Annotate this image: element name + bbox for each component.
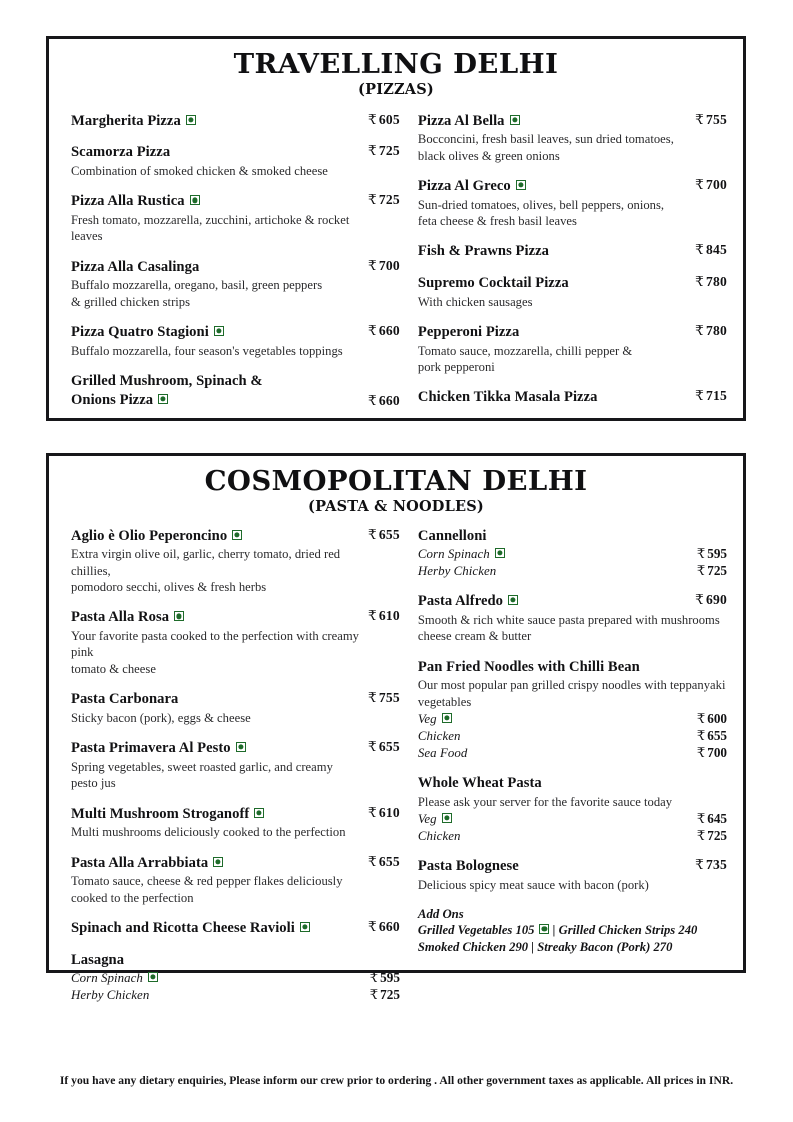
menu-item-name: Pasta Bolognese — [417, 858, 519, 875]
menu-item — [71, 112, 400, 131]
menu-item-row — [418, 857, 727, 876]
rupee-icon: ₹ — [695, 111, 704, 127]
menu-item-price: ₹ 755 — [695, 111, 727, 127]
rupee-icon: ₹ — [695, 323, 704, 339]
veg-icon — [190, 195, 200, 205]
menu-item — [71, 192, 400, 244]
menu-item-row — [71, 258, 400, 277]
variant-name: Chicken — [417, 829, 461, 844]
rupee-icon: ₹ — [696, 828, 706, 844]
variant-name: Veg — [418, 712, 452, 727]
menu-item-row — [71, 919, 400, 938]
menu-item-name: Grilled Mushroom, Spinach & Onions Pizza — [71, 373, 263, 408]
menu-item — [71, 372, 400, 409]
rupee-icon: ₹ — [368, 804, 377, 820]
rupee-icon: ₹ — [369, 970, 379, 986]
veg-icon — [232, 530, 242, 540]
rupee-icon: ₹ — [695, 388, 704, 404]
menu-item-name: Pasta Primavera Al Pesto — [71, 739, 340, 758]
rupee-icon: ₹ — [696, 745, 706, 761]
variant-price: ₹ 645 — [696, 811, 727, 827]
menu-item-price: ₹ 655 — [368, 853, 400, 869]
menu-item — [71, 143, 400, 179]
veg-icon — [148, 972, 158, 982]
menu-item-row — [71, 527, 400, 546]
menu-item-price: ₹ 755 — [368, 690, 400, 706]
rupee-icon: ₹ — [695, 242, 704, 258]
menu-item-variant — [418, 711, 727, 727]
menu-item-description: Buffalo mozzarella, four season's vegetables toppings — [71, 343, 343, 358]
menu-item-row — [71, 112, 400, 131]
veg-icon — [254, 808, 264, 818]
column-right — [408, 527, 733, 1017]
variant-name: Herby Chicken — [71, 988, 150, 1003]
section-title: COSMOPOLITAN DELHI — [204, 466, 588, 497]
menu-item-variant — [418, 728, 727, 744]
menu-item-name: Lasagna — [71, 951, 125, 968]
section-subtitle: (PASTA & NOODLES) — [308, 497, 484, 515]
menu-item-variants — [71, 970, 400, 1003]
menu-item — [418, 323, 727, 375]
variant-name: Herby Chicken — [417, 564, 497, 579]
section-cosmopolitan-delhi — [46, 453, 746, 1003]
menu-item-price: ₹ 655 — [368, 526, 400, 542]
variant-price: ₹ 725 — [696, 563, 727, 579]
menu-item — [71, 323, 400, 359]
menu-item — [71, 258, 400, 310]
menu-item-variants — [418, 811, 727, 844]
menu-item-price: ₹ 700 — [695, 177, 727, 192]
menu-item-description: Combination of smoked chicken & smoked cheese — [71, 163, 328, 178]
menu-item-name: Pasta Alla Rosa — [71, 608, 340, 627]
menu-item — [71, 739, 400, 791]
menu-item-name: Cannelloni — [417, 527, 487, 544]
menu-item-price: ₹ 610 — [368, 608, 400, 624]
rupee-icon: ₹ — [695, 592, 704, 608]
rupee-icon: ₹ — [368, 526, 377, 542]
menu-item — [418, 857, 727, 893]
add-ons-title: Add Ons — [417, 907, 464, 922]
menu-item-row — [71, 323, 400, 342]
menu-item-description: Tomato sauce, mozzarella, chilli pepper & pork pepperoni — [417, 343, 633, 375]
rupee-icon: ₹ — [696, 563, 706, 579]
menu-item-name: Pasta Alla Arrabbiata — [71, 854, 340, 873]
menu-item-variant — [418, 563, 727, 579]
menu-item-price: ₹ 725 — [368, 192, 400, 208]
menu-item — [418, 177, 727, 229]
add-ons-line-1 — [418, 922, 727, 939]
menu-item-variant — [71, 987, 400, 1003]
menu-item-variant — [418, 811, 727, 827]
menu-item — [418, 774, 727, 844]
menu-item-variant — [71, 970, 400, 986]
menu-item-price: ₹ 845 — [695, 242, 727, 258]
menu-item-row — [418, 774, 727, 793]
section-header-pizzas — [49, 39, 743, 98]
menu-item-name: Spinach and Ricotta Cheese Ravioli — [71, 919, 340, 938]
menu-item-variants — [418, 546, 727, 579]
veg-icon — [213, 857, 223, 867]
menu-item-name: Pasta Alfredo — [418, 592, 667, 611]
section-travelling-delhi — [46, 36, 746, 421]
menu-item-row — [418, 658, 727, 677]
rupee-icon: ₹ — [368, 739, 377, 755]
menu-item-row — [71, 739, 400, 758]
rupee-icon: ₹ — [368, 323, 377, 339]
menu-item-price: ₹ 700 — [368, 257, 400, 273]
variant-name: Corn Spinach — [418, 547, 505, 562]
menu-item-description: With chicken sausages — [417, 294, 533, 309]
menu-item-name: Pizza Al Greco — [418, 177, 667, 196]
menu-item-description: Please ask your server for the favorite sauce today — [417, 794, 673, 809]
menu-item-price: ₹ 735 — [695, 857, 727, 873]
menu-item-name: Margherita Pizza — [71, 112, 340, 131]
menu-item-name: Pepperoni Pizza — [417, 324, 520, 341]
rupee-icon: ₹ — [368, 918, 377, 934]
rupee-icon: ₹ — [696, 811, 706, 827]
rupee-icon: ₹ — [369, 987, 379, 1003]
section-header-pasta — [49, 456, 743, 515]
veg-icon — [236, 742, 246, 752]
menu-item-price: ₹ 725 — [368, 143, 400, 159]
veg-icon — [442, 813, 452, 823]
rupee-icon: ₹ — [368, 143, 377, 159]
variant-price: ₹ 655 — [696, 728, 727, 744]
veg-icon — [516, 180, 526, 190]
menu-item-name: Fish & Prawns Pizza — [417, 243, 549, 260]
menu-item-price: ₹ 690 — [695, 592, 727, 608]
add-ons-line-1-post: | Grilled Chicken Strips 240 — [549, 923, 698, 938]
menu-item — [71, 854, 400, 906]
veg-icon — [186, 115, 196, 125]
menu-item-variant — [418, 828, 727, 844]
menu-item-variant — [418, 745, 727, 761]
menu-item-description: Delicious spicy meat sauce with bacon (pork) — [417, 877, 649, 892]
menu-item-row — [418, 323, 727, 342]
add-ons-line-1-pre: Grilled Vegetables 105 — [417, 923, 535, 938]
section-subtitle: (PIZZAS) — [358, 80, 434, 98]
menu-item-row — [71, 608, 400, 627]
menu-item-name: Whole Wheat Pasta — [417, 775, 542, 792]
menu-item-row — [71, 690, 400, 709]
variant-price: ₹ 725 — [369, 987, 400, 1003]
menu-item-price: ₹ 605 — [368, 111, 400, 127]
menu-item-description: Buffalo mozzarella, oregano, basil, green peppers & grilled chicken strips — [71, 278, 323, 309]
menu-item-name: Pizza Quatro Stagioni — [71, 323, 340, 342]
rupee-icon: ₹ — [696, 728, 706, 744]
section-columns — [49, 515, 743, 1017]
rupee-icon: ₹ — [368, 690, 377, 706]
variant-price: ₹ 700 — [696, 745, 727, 761]
menu-item — [71, 527, 400, 596]
menu-item-price: ₹ 610 — [368, 804, 400, 820]
rupee-icon: ₹ — [695, 177, 704, 192]
rupee-icon: ₹ — [695, 274, 704, 290]
veg-icon — [508, 595, 518, 605]
menu-item-description: Sticky bacon (pork), eggs & cheese — [71, 710, 251, 725]
menu-item-name: Pan Fried Noodles with Chilli Bean — [417, 658, 640, 675]
section-title: TRAVELLING DELHI — [233, 49, 559, 80]
variant-name: Corn Spinach — [71, 971, 158, 986]
menu-item-description: Fresh tomato, mozzarella, zucchini, artichoke & rocket leaves — [71, 212, 350, 244]
menu-item-price: ₹ 780 — [695, 274, 727, 290]
menu-item-price: ₹ 660 — [368, 393, 400, 409]
menu-item — [418, 527, 727, 580]
menu-item-name: Chicken Tikka Masala Pizza — [417, 389, 598, 406]
variant-name: Veg — [418, 812, 452, 827]
menu-item-row — [71, 372, 400, 409]
rupee-icon: ₹ — [368, 111, 377, 127]
variant-price: ₹ 595 — [369, 970, 400, 986]
menu-item-description: Bocconcini, fresh basil leaves, sun dried tomatoes, black olives & green onions — [417, 132, 674, 163]
veg-icon — [300, 922, 310, 932]
menu-item-price: ₹ 715 — [695, 388, 727, 404]
menu-item-description: Extra virgin olive oil, garlic, cherry tomato, dried red chillies, pomodoro secchi, olives & fresh herbs — [71, 547, 341, 594]
rupee-icon: ₹ — [368, 608, 377, 624]
variant-price: ₹ 600 — [696, 711, 727, 727]
menu-item — [71, 690, 400, 726]
rupee-icon: ₹ — [696, 711, 706, 727]
variant-price: ₹ 595 — [696, 546, 727, 562]
variant-price: ₹ 725 — [696, 828, 727, 844]
rupee-icon: ₹ — [695, 857, 704, 873]
column-right — [408, 112, 733, 423]
veg-icon — [442, 713, 452, 723]
menu-item — [418, 112, 727, 164]
menu-item-row — [71, 143, 400, 162]
menu-item-row — [418, 388, 727, 407]
menu-item-row — [418, 527, 727, 546]
menu-item-description: Multi mushrooms deliciously cooked to the perfection — [71, 825, 346, 840]
menu-item-name: Scamorza Pizza — [71, 144, 171, 161]
rupee-icon: ₹ — [696, 546, 706, 562]
rupee-icon: ₹ — [368, 853, 377, 869]
column-left — [59, 527, 408, 1017]
rupee-icon: ₹ — [368, 393, 377, 409]
add-ons-block — [418, 907, 727, 955]
variant-name: Sea Food — [417, 746, 468, 761]
menu-item-price: ₹ 660 — [368, 918, 400, 934]
menu-item — [418, 274, 727, 310]
menu-item-row — [418, 112, 727, 131]
menu-item-name: Pizza Alla Casalinga — [71, 258, 200, 275]
rupee-icon: ₹ — [368, 257, 377, 273]
menu-item-description: Spring vegetables, sweet roasted garlic, and creamy pesto jus — [71, 759, 333, 791]
menu-item — [71, 951, 400, 1004]
veg-icon — [174, 611, 184, 621]
add-ons-line-2: Smoked Chicken 290 | Streaky Bacon (Pork) 270 — [417, 939, 673, 954]
variant-name: Chicken — [417, 729, 461, 744]
menu-item-price: ₹ 780 — [695, 323, 727, 339]
menu-item-row — [418, 177, 727, 196]
menu-item-price: ₹ 660 — [368, 323, 400, 339]
rupee-icon: ₹ — [368, 192, 377, 208]
menu-item-row — [71, 854, 400, 873]
menu-item-name: Pizza Alla Rustica — [71, 192, 340, 211]
menu-item — [418, 388, 727, 407]
menu-item-name: Aglio è Olio Peperoncino — [71, 527, 340, 546]
menu-item — [71, 805, 400, 841]
menu-item-row — [418, 242, 727, 261]
menu-item-price: ₹ 655 — [368, 739, 400, 755]
footer-note: If you have any dietary enquiries, Please inform our crew prior to ordering . All other government taxes as applicable. All prices in INR. — [59, 1074, 734, 1087]
menu-item — [71, 608, 400, 677]
menu-item — [71, 919, 400, 938]
menu-item-variants — [418, 711, 727, 761]
menu-item-description: Sun-dried tomatoes, olives, bell peppers, onions, feta cheese & fresh basil leaves — [417, 197, 665, 229]
menu-item — [418, 658, 727, 761]
menu-item-row — [71, 805, 400, 824]
menu-item-row — [71, 192, 400, 211]
column-left — [59, 112, 408, 423]
menu-item-description: Smooth & rich white sauce pasta prepared with mushrooms cheese cream & butter — [417, 612, 720, 644]
menu-item-description: Your favorite pasta cooked to the perfection with creamy pink tomato & cheese — [71, 629, 360, 676]
veg-icon — [495, 548, 505, 558]
menu-item-description: Our most popular pan grilled crispy noodles with teppanyaki vegetables — [417, 678, 726, 709]
veg-icon — [214, 326, 224, 336]
veg-icon — [158, 394, 168, 404]
section-columns — [49, 98, 743, 423]
veg-icon — [510, 115, 520, 125]
menu-item-row — [418, 274, 727, 293]
menu-item-row — [71, 951, 400, 970]
veg-icon — [539, 924, 549, 934]
menu-item-description: Tomato sauce, cheese & red pepper flakes deliciously cooked to the perfection — [71, 874, 343, 905]
menu-item — [418, 242, 727, 261]
menu-item-name: Pasta Carbonara — [71, 691, 179, 708]
menu-item-name: Pizza Al Bella — [418, 112, 667, 131]
menu-item-variant — [418, 546, 727, 562]
menu-item-name: Supremo Cocktail Pizza — [417, 275, 569, 292]
menu-item-name: Multi Mushroom Stroganoff — [71, 805, 340, 824]
menu-item — [418, 592, 727, 644]
menu-item-row — [418, 592, 727, 611]
